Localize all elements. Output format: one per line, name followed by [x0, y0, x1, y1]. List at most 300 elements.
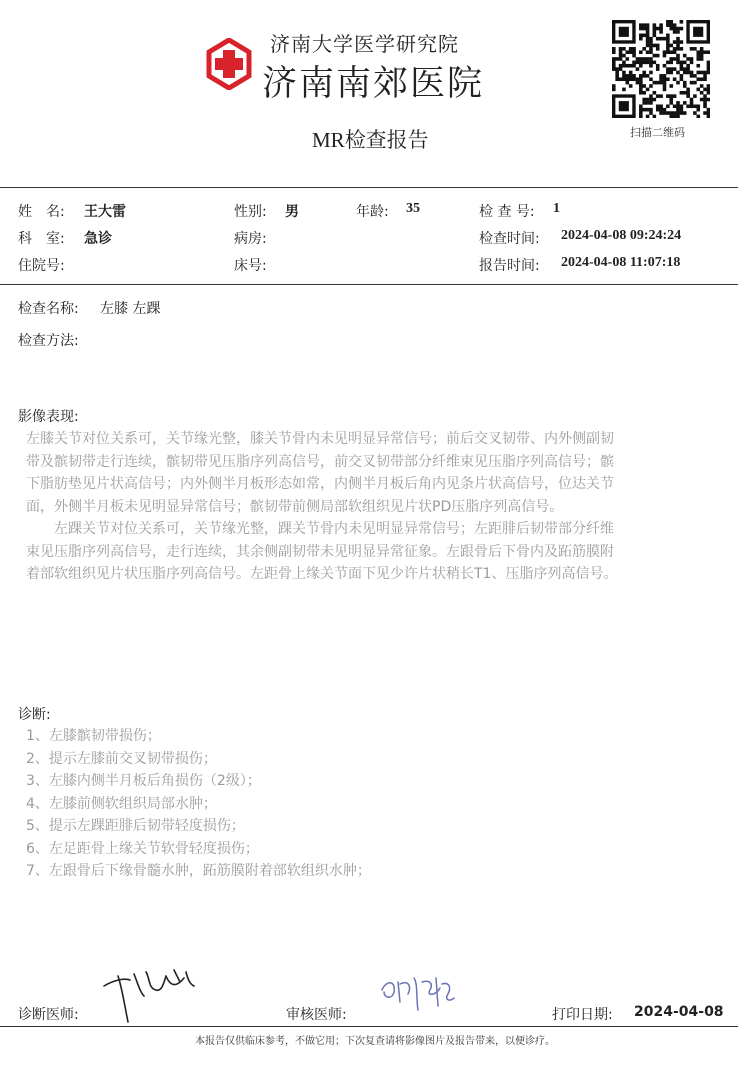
qr-module: [696, 57, 700, 61]
diagnosis-item: 1、左膝髌韧带损伤；: [26, 728, 161, 744]
qr-module: [649, 98, 653, 102]
qr-module: [707, 61, 710, 65]
qr-module: [622, 64, 626, 68]
qr-module: [676, 108, 680, 112]
qr-module: [626, 64, 630, 68]
qr-module: [622, 77, 626, 81]
qr-module: [700, 84, 704, 88]
findings-line: 左踝关节对位关系可，关节缘光整，踝关节骨内未见明显异常信号；左距腓后韧带部分纤维: [26, 521, 614, 537]
qr-module: [707, 91, 710, 95]
doctor-label: 诊断医师:: [18, 1007, 79, 1023]
diagnosis-item: 4、左膝前侧软组织局部水肿；: [26, 795, 217, 812]
qr-module: [703, 98, 707, 102]
qr-module: [700, 54, 704, 58]
exam-name-label: 检查名称:: [18, 301, 79, 317]
qr-module: [696, 108, 700, 112]
qr-module: [629, 64, 633, 68]
findings-line: 着部软组织见片状压脂序列高信号。左距骨上缘关节面下见少许片状稍长T1、压脂序列高信号。: [26, 566, 618, 582]
findings-line: 左膝关节对位关系可，关节缘光整，膝关节骨内未见明显异常信号；前后交叉韧带、内外侧副韧: [26, 431, 614, 447]
qr-module: [707, 84, 710, 88]
qr-module: [669, 61, 673, 65]
qr-module: [639, 77, 643, 81]
qr-module: [669, 71, 673, 75]
qr-module: [619, 64, 623, 68]
qr-module: [642, 98, 646, 102]
qr-module: [659, 111, 663, 115]
qr-module: [642, 27, 646, 31]
qr-module: [693, 94, 697, 98]
exam-number-value: 1: [553, 201, 560, 216]
qr-module: [615, 74, 619, 78]
qr-module: [646, 40, 650, 44]
qr-module: [673, 23, 677, 27]
qr-module: [619, 57, 623, 61]
qr-module: [656, 81, 660, 85]
qr-module: [690, 47, 694, 51]
qr-module: [693, 74, 697, 78]
qr-module: [656, 67, 660, 71]
qr-module: [622, 71, 626, 75]
qr-module: [659, 23, 663, 27]
qr-module: [666, 61, 670, 65]
qr-module: [673, 57, 677, 61]
qr-module: [659, 104, 663, 108]
qr-module: [683, 54, 687, 58]
gender-value: 男: [285, 204, 299, 220]
qr-module: [663, 84, 667, 88]
qr-module: [646, 34, 650, 38]
qr-module: [615, 71, 619, 75]
qr-module: [680, 67, 684, 71]
qr-module: [646, 101, 650, 105]
qr-module: [686, 64, 690, 68]
qr-module: [686, 67, 690, 71]
qr-module: [666, 94, 670, 98]
qr-module: [666, 50, 670, 54]
qr-module: [673, 47, 677, 51]
header-divider: [0, 187, 738, 188]
diagnosis-item: 6、左足距骨上缘关节软骨轻度损伤；: [26, 840, 259, 857]
qr-module: [649, 40, 653, 44]
qr-module: [656, 64, 660, 68]
qr-module: [646, 37, 650, 41]
qr-module: [646, 50, 650, 54]
qr-module: [639, 37, 643, 41]
diagnosis-list: [26, 725, 371, 883]
qr-module: [639, 74, 643, 78]
qr-module: [683, 81, 687, 85]
qr-module: [636, 81, 640, 85]
qr-module: [649, 64, 653, 68]
qr-module: [653, 98, 657, 102]
qr-module: [700, 98, 704, 102]
qr-module: [680, 27, 684, 31]
qr-module: [686, 57, 690, 61]
qr-module: [666, 71, 670, 75]
qr-module: [669, 57, 673, 61]
qr-finder: [619, 101, 629, 111]
qr-module: [703, 94, 707, 98]
qr-module: [619, 50, 623, 54]
qr-module: [639, 111, 643, 115]
qr-module: [653, 23, 657, 27]
qr-module: [663, 108, 667, 112]
qr-module: [696, 71, 700, 75]
qr-module: [669, 98, 673, 102]
reviewer-signature: [378, 970, 456, 1014]
qr-module: [639, 61, 643, 65]
qr-module: [669, 67, 673, 71]
qr-module: [703, 111, 707, 115]
qr-code[interactable]: [612, 20, 710, 118]
qr-module: [663, 77, 667, 81]
qr-module: [653, 115, 657, 118]
qr-module: [646, 74, 650, 78]
qr-module: [619, 47, 623, 51]
qr-module: [649, 94, 653, 98]
qr-module: [656, 37, 660, 41]
qr-module: [673, 50, 677, 54]
qr-module: [659, 94, 663, 98]
qr-module: [700, 50, 704, 54]
findings-line: 面，外侧半月板未见明显异常信号；髌韧带前侧局部软组织见片状PD压脂序列高信号。: [26, 498, 564, 515]
print-date-label: 打印日期:: [552, 1007, 613, 1023]
qr-module: [629, 84, 633, 88]
qr-module: [707, 88, 710, 92]
qr-module: [690, 74, 694, 78]
qr-module: [626, 50, 630, 54]
qr-module: [680, 40, 684, 44]
qr-module: [696, 50, 700, 54]
qr-module: [649, 111, 653, 115]
qr-module: [686, 71, 690, 75]
qr-module: [673, 77, 677, 81]
qr-module: [666, 23, 670, 27]
qr-module: [676, 57, 680, 61]
qr-module: [680, 47, 684, 51]
qr-module: [663, 50, 667, 54]
report-title: [312, 124, 429, 154]
qr-module: [690, 57, 694, 61]
qr-module: [680, 74, 684, 78]
qr-module: [659, 77, 663, 81]
qr-module: [673, 27, 677, 31]
qr-module: [642, 57, 646, 61]
qr-module: [639, 84, 643, 88]
qr-module: [649, 84, 653, 88]
qr-module: [646, 23, 650, 27]
exam-name-value: 左膝 左踝: [100, 301, 161, 317]
qr-module: [669, 115, 673, 118]
qr-module: [703, 104, 707, 108]
patient-name-label: 姓 名:: [18, 204, 65, 220]
qr-module: [656, 44, 660, 48]
qr-module: [656, 94, 660, 98]
qr-module: [646, 30, 650, 34]
qr-module: [646, 88, 650, 92]
qr-module: [632, 54, 636, 58]
qr-module: [619, 67, 623, 71]
qr-module: [612, 57, 616, 61]
qr-module: [663, 88, 667, 92]
qr-module: [673, 94, 677, 98]
qr-module: [663, 64, 667, 68]
qr-module: [707, 115, 710, 118]
footer-note: 本报告仅供临床参考，不做它用；下次复查请将影像图片及报告带来，以便诊疗。: [195, 1036, 555, 1047]
qr-module: [642, 61, 646, 65]
qr-module: [703, 50, 707, 54]
qr-module: [673, 111, 677, 115]
qr-module: [680, 111, 684, 115]
qr-module: [676, 27, 680, 31]
qr-module: [659, 27, 663, 31]
report-title-prefix: MR: [312, 128, 345, 152]
qr-module: [700, 57, 704, 61]
qr-module: [666, 40, 670, 44]
qr-module: [646, 27, 650, 31]
hospital-name: 济南南郊医院: [262, 64, 485, 104]
qr-module: [646, 98, 650, 102]
qr-module: [639, 91, 643, 95]
qr-module: [646, 115, 650, 118]
qr-module: [676, 115, 680, 118]
qr-module: [632, 61, 636, 65]
qr-module: [696, 54, 700, 58]
qr-module: [707, 108, 710, 112]
diagnosis-item: 7、左跟骨后下缘骨髓水肿，跖筋膜附着部软组织水肿；: [26, 863, 371, 879]
qr-module: [653, 54, 657, 58]
qr-module: [676, 104, 680, 108]
qr-module: [707, 71, 710, 75]
qr-module: [696, 77, 700, 81]
qr-module: [629, 47, 633, 51]
qr-module: [612, 61, 616, 65]
qr-module: [703, 77, 707, 81]
qr-module: [700, 47, 704, 51]
qr-module: [676, 111, 680, 115]
qr-module: [642, 47, 646, 51]
qr-module: [690, 81, 694, 85]
qr-module: [669, 101, 673, 105]
qr-module: [649, 77, 653, 81]
qr-module: [680, 20, 684, 24]
qr-module: [642, 101, 646, 105]
qr-module: [696, 64, 700, 68]
exam-time-value: 2024-04-08 09:24:24: [561, 228, 682, 243]
qr-module: [690, 98, 694, 102]
qr-module: [649, 61, 653, 65]
qr-module: [649, 57, 653, 61]
qr-module: [680, 77, 684, 81]
diagnosis-item: 2、提示左膝前交叉韧带损伤；: [26, 750, 217, 767]
qr-module: [649, 108, 653, 112]
qr-module: [653, 91, 657, 95]
reviewer-label: 审核医师:: [286, 1007, 347, 1023]
qr-module: [649, 47, 653, 51]
qr-module: [663, 74, 667, 78]
qr-module: [615, 67, 619, 71]
qr-module: [683, 84, 687, 88]
qr-module: [642, 23, 646, 27]
qr-module: [676, 54, 680, 58]
qr-module: [639, 34, 643, 38]
qr-module: [669, 111, 673, 115]
qr-module: [673, 67, 677, 71]
qr-module: [683, 67, 687, 71]
exam-method-label: 检查方法:: [18, 333, 79, 349]
qr-module: [673, 30, 677, 34]
qr-module: [666, 77, 670, 81]
report-time-label: 报告时间:: [479, 258, 540, 274]
qr-module: [666, 111, 670, 115]
qr-module: [646, 57, 650, 61]
qr-module: [686, 104, 690, 108]
qr-module: [666, 44, 670, 48]
qr-module: [622, 47, 626, 51]
qr-module: [626, 57, 630, 61]
qr-module: [626, 77, 630, 81]
diagnosis-item: 5、提示左踝距腓后韧带轻度损伤；: [26, 818, 245, 834]
qr-module: [690, 104, 694, 108]
qr-module: [629, 74, 633, 78]
findings-label: 影像表现:: [18, 409, 79, 425]
qr-module: [669, 94, 673, 98]
qr-module: [700, 91, 704, 95]
qr-module: [676, 40, 680, 44]
qr-module: [680, 61, 684, 65]
age-label: 年龄:: [356, 204, 389, 220]
qr-module: [639, 23, 643, 27]
qr-module: [653, 81, 657, 85]
qr-module: [653, 34, 657, 38]
qr-module: [707, 111, 710, 115]
qr-module: [636, 61, 640, 65]
qr-module: [669, 84, 673, 88]
qr-module: [622, 61, 626, 65]
qr-module: [656, 104, 660, 108]
qr-module: [676, 44, 680, 48]
qr-module: [683, 91, 687, 95]
qr-module: [642, 84, 646, 88]
exam-number-label: 检 查 号:: [479, 204, 535, 220]
qr-module: [693, 111, 697, 115]
footer-divider: [0, 1026, 738, 1027]
qr-module: [639, 81, 643, 85]
qr-module: [659, 30, 663, 34]
qr-module: [629, 71, 633, 75]
ward-label: 病房:: [234, 231, 267, 247]
qr-module: [649, 71, 653, 75]
qr-module: [690, 101, 694, 105]
qr-module: [680, 104, 684, 108]
qr-module: [663, 81, 667, 85]
qr-module: [646, 108, 650, 112]
info-divider: [0, 284, 738, 285]
qr-module: [642, 108, 646, 112]
qr-module: [669, 20, 673, 24]
qr-module: [673, 104, 677, 108]
findings-line: 下脂肪垫见片状高信号；内外侧半月板形态如常，内侧半月板后角内见条片状高信号，位达关节: [26, 476, 614, 492]
qr-module: [636, 67, 640, 71]
qr-module: [666, 104, 670, 108]
qr-module: [653, 30, 657, 34]
qr-module: [696, 104, 700, 108]
qr-module: [669, 50, 673, 54]
qr-module: [615, 57, 619, 61]
qr-module: [632, 74, 636, 78]
qr-module: [683, 61, 687, 65]
qr-module: [686, 88, 690, 92]
qr-module: [683, 101, 687, 105]
qr-module: [622, 74, 626, 78]
department-label: 科 室:: [18, 231, 65, 247]
qr-module: [680, 91, 684, 95]
qr-module: [649, 101, 653, 105]
qr-module: [649, 50, 653, 54]
qr-module: [639, 64, 643, 68]
qr-module: [632, 50, 636, 54]
qr-module: [703, 71, 707, 75]
qr-module: [659, 37, 663, 41]
qr-finder: [693, 27, 703, 37]
hospital-logo: [203, 38, 255, 90]
qr-module: [669, 44, 673, 48]
qr-module: [636, 77, 640, 81]
qr-module: [626, 74, 630, 78]
print-date-value: 2024-04-08: [634, 1004, 724, 1020]
qr-module: [676, 61, 680, 65]
qr-module: [653, 44, 657, 48]
qr-module: [676, 30, 680, 34]
qr-module: [656, 47, 660, 51]
qr-module: [707, 98, 710, 102]
qr-module: [612, 47, 616, 51]
report-time-value: 2024-04-08 11:07:18: [561, 255, 681, 270]
qr-module: [666, 20, 670, 24]
gender-label: 性别:: [234, 204, 267, 220]
qr-module: [680, 108, 684, 112]
qr-module: [656, 108, 660, 112]
qr-module: [612, 67, 616, 71]
qr-module: [693, 104, 697, 108]
qr-module: [707, 64, 710, 68]
qr-module: [642, 34, 646, 38]
qr-module: [707, 50, 710, 54]
exam-time-label: 检查时间:: [479, 231, 540, 247]
qr-module: [639, 104, 643, 108]
qr-module: [639, 115, 643, 118]
qr-module: [642, 74, 646, 78]
qr-module: [686, 91, 690, 95]
qr-module: [639, 27, 643, 31]
qr-module: [696, 88, 700, 92]
qr-module: [696, 115, 700, 118]
qr-module: [642, 71, 646, 75]
qr-module: [649, 44, 653, 48]
qr-module: [673, 115, 677, 118]
age-value: 35: [406, 201, 420, 216]
diagnosis-item: 3、左膝内侧半月板后角损伤（2级）；: [26, 773, 261, 789]
qr-module: [646, 61, 650, 65]
inpatient-number-label: 住院号:: [18, 258, 65, 274]
qr-module: [700, 77, 704, 81]
qr-module: [653, 61, 657, 65]
qr-module: [639, 57, 643, 61]
qr-module: [703, 74, 707, 78]
qr-module: [666, 47, 670, 51]
qr-module: [676, 47, 680, 51]
findings-line: 束见压脂序列高信号，走行连续，其余侧副韧带未见明显异常征象。左跟骨后下骨内及跖筋膜附: [26, 543, 614, 560]
